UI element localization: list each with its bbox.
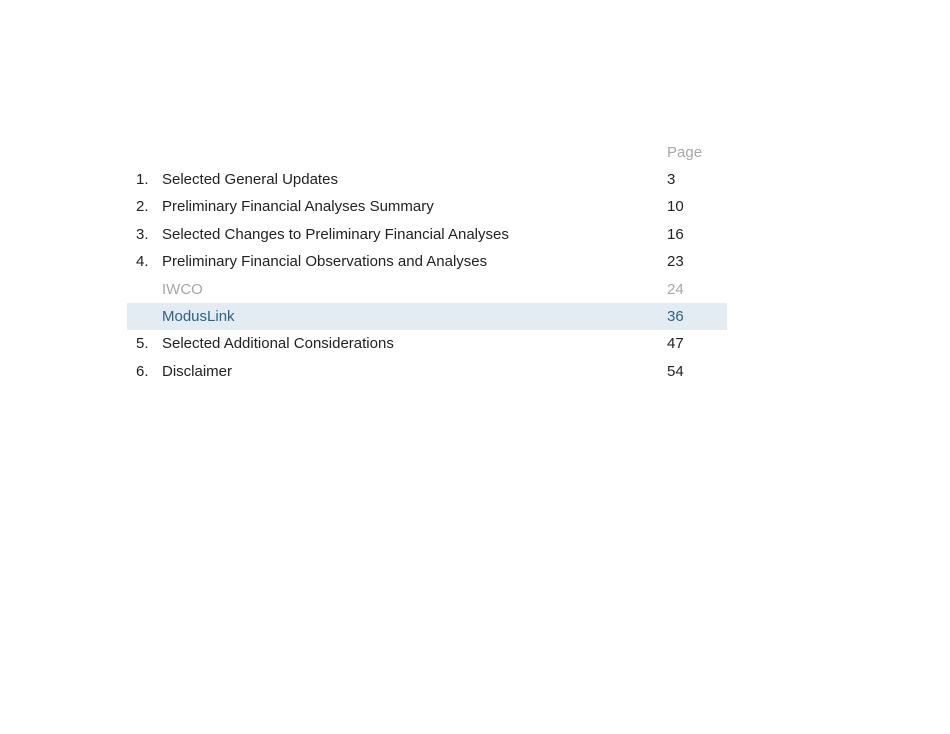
toc-row-observations-and-analyses[interactable] bbox=[127, 248, 727, 275]
toc-row-page: 47 bbox=[667, 335, 684, 353]
toc-row-number: 5. bbox=[136, 335, 149, 353]
toc-row-number: 1. bbox=[136, 171, 149, 188]
toc-row-page: 10 bbox=[667, 198, 684, 216]
toc-row-title: Preliminary Financial Analyses Summary bbox=[162, 198, 434, 216]
toc-row-selected-changes[interactable] bbox=[127, 221, 727, 248]
toc-row-number: 3. bbox=[136, 225, 149, 243]
toc-row-disclaimer[interactable] bbox=[127, 358, 727, 385]
toc-row-page: 36 bbox=[667, 307, 684, 325]
toc-row-title: IWCO bbox=[162, 280, 203, 298]
toc-row-number: 2. bbox=[136, 198, 149, 216]
toc-row-title: Disclaimer bbox=[162, 362, 233, 380]
toc-row-additional-considerations[interactable] bbox=[127, 330, 727, 357]
toc-header bbox=[127, 139, 727, 166]
toc-row-page: 16 bbox=[667, 225, 684, 243]
toc-row-selected-general-updates[interactable] bbox=[127, 166, 727, 193]
toc-row-page: 54 bbox=[667, 362, 684, 380]
toc-subrow-moduslink[interactable] bbox=[127, 303, 727, 330]
page-column-heading: Page bbox=[667, 144, 703, 161]
toc-row-financial-analyses-summary[interactable] bbox=[127, 193, 727, 220]
toc-row-page: 24 bbox=[667, 280, 684, 298]
toc-row-page: 23 bbox=[667, 253, 684, 271]
toc-row-title: Selected Additional Considerations bbox=[162, 335, 394, 353]
toc-row-title: Selected General Updates bbox=[162, 171, 338, 188]
toc-row-title: ModusLink bbox=[162, 307, 235, 325]
toc-row-title: Preliminary Financial Observations and Analyses bbox=[162, 253, 488, 271]
toc-subrow-iwco[interactable] bbox=[127, 276, 727, 303]
toc-row-page: 3 bbox=[667, 171, 676, 188]
table-of-contents bbox=[127, 139, 727, 385]
toc-row-number: 6. bbox=[136, 362, 149, 380]
toc-row-number: 4. bbox=[136, 253, 149, 271]
toc-row-title: Selected Changes to Preliminary Financial Analyses bbox=[162, 225, 509, 243]
